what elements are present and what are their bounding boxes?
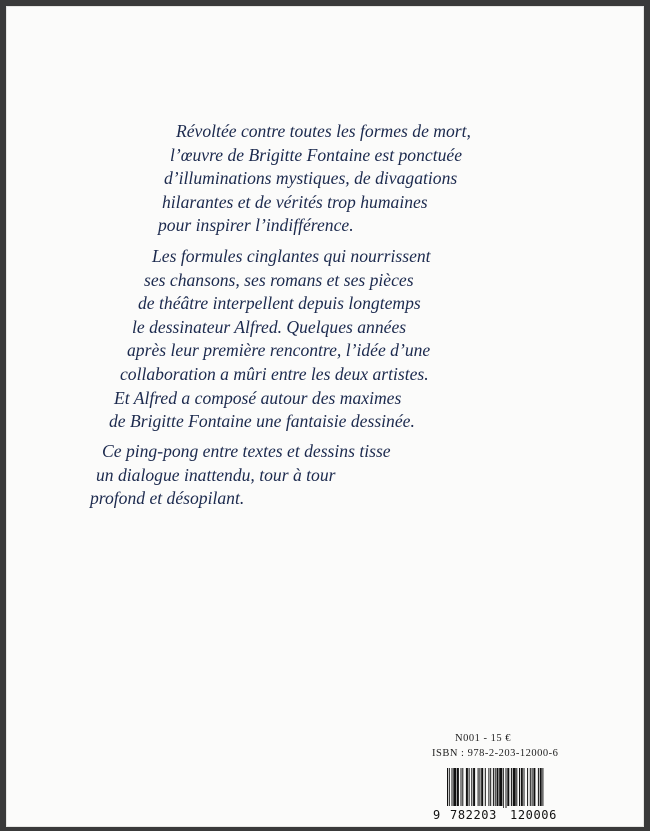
blurb-line: un dialogue inattendu, tour à tour bbox=[96, 464, 336, 485]
barcode-digits-left: 782203 bbox=[450, 808, 497, 820]
blurb-line: pour inspirer l’indifférence. bbox=[158, 215, 354, 236]
blurb-line: le dessinateur Alfred. Quelques années bbox=[132, 316, 407, 337]
blurb-line: de théâtre interpellent depuis longtemps bbox=[138, 293, 421, 314]
blurb-line: profond et désopilant. bbox=[90, 488, 245, 509]
barcode-digits-right: 120006 bbox=[510, 808, 557, 820]
blurb-line: l’œuvre de Brigitte Fontaine est ponctuée bbox=[170, 144, 463, 165]
blurb-line: Révoltée contre toutes les formes de mort, bbox=[176, 121, 471, 141]
blurb-line: de Brigitte Fontaine une fantaisie dessinée. bbox=[109, 411, 415, 432]
back-cover bbox=[6, 6, 644, 827]
blurb-line: ses chansons, ses romans et ses pièces bbox=[144, 269, 414, 290]
barcode bbox=[431, 768, 581, 820]
blurb-line: Ce ping-pong entre textes et dessins tisse bbox=[102, 441, 391, 461]
blurb-line: hilarantes et de vérités trop humaines bbox=[162, 191, 428, 212]
blurb-paragraph-1 bbox=[6, 120, 471, 238]
blurb-line: d’illuminations mystiques, de divagations bbox=[164, 168, 458, 189]
blurb-line: après leur première rencontre, l’idée d’une bbox=[127, 340, 431, 361]
barcode-digit-first: 9 bbox=[433, 808, 441, 820]
blurb-line: Les formules cinglantes qui nourrissent bbox=[152, 246, 431, 266]
product-code-price: N001 - 15 € bbox=[455, 733, 511, 744]
blurb-line: collaboration a mûri entre les deux artistes. bbox=[120, 363, 429, 384]
isbn: ISBN : 978-2-203-12000-6 bbox=[432, 748, 559, 759]
blurb-paragraph-2 bbox=[6, 245, 431, 434]
blurb-paragraph-3 bbox=[6, 440, 391, 511]
blurb-line: Et Alfred a composé autour des maximes bbox=[114, 387, 402, 408]
